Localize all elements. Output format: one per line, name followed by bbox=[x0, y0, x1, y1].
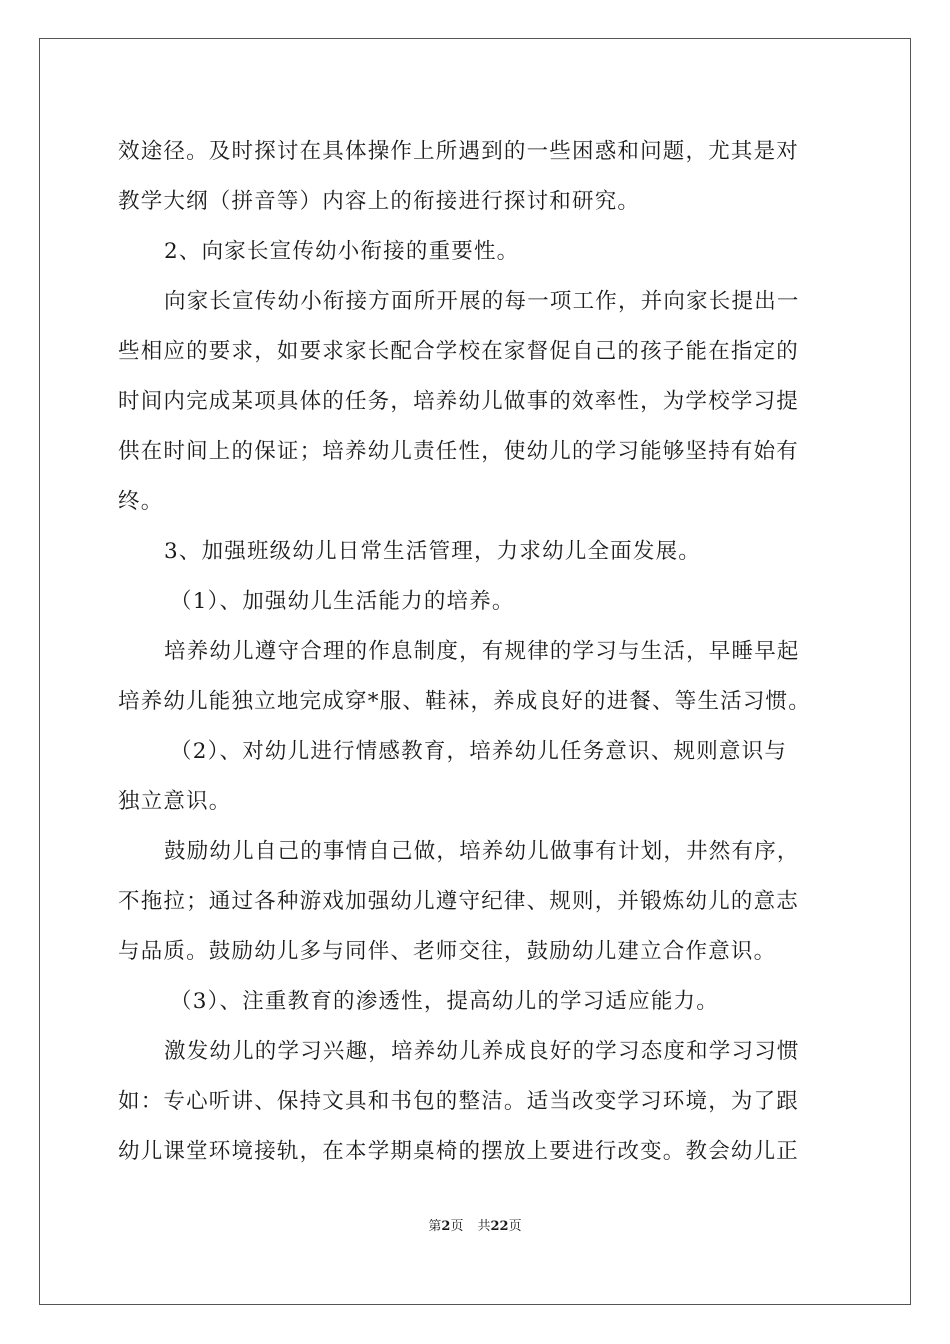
text-line: 些相应的要求，如要求家长配合学校在家督促自己的孩子能在指定的 bbox=[118, 339, 800, 364]
text-line: 供在时间上的保证；培养幼儿责任性，使幼儿的学习能够坚持有始有 bbox=[118, 439, 800, 464]
text-line: 培养幼儿遵守合理的作息制度，有规律的学习与生活，早睡早起 bbox=[164, 639, 800, 664]
subsection-heading: （3）、注重教育的渗透性，提高幼儿的学习适应能力。 bbox=[170, 989, 719, 1014]
text-line: 如：专心听讲、保持文具和书包的整洁。适当改变学习环境，为了跟 bbox=[118, 1089, 800, 1114]
text-line: 鼓励幼儿自己的事情自己做，培养幼儿做事有计划，井然有序， bbox=[164, 839, 800, 864]
page-number: 2 bbox=[441, 1219, 451, 1234]
text-line: 激发幼儿的学习兴趣，培养幼儿养成良好的学习态度和学习习惯 bbox=[164, 1039, 800, 1064]
total-suffix: 页 bbox=[508, 1219, 522, 1234]
text-line: 教学大纲（拼音等）内容上的衔接进行探讨和研究。 bbox=[118, 189, 641, 214]
total-prefix: 共 bbox=[477, 1219, 491, 1234]
section-heading: 2、向家长宣传幼小衔接的重要性。 bbox=[164, 239, 520, 264]
text-line: 培养幼儿能独立地完成穿*服、鞋袜，养成良好的进餐、等生活习惯。 bbox=[118, 689, 811, 714]
document-body bbox=[118, 127, 834, 1177]
text-line: 终。 bbox=[118, 489, 164, 514]
subsection-heading: （2）、对幼儿进行情感教育，培养幼儿任务意识、规则意识与 bbox=[170, 739, 788, 764]
text-line: 效途径。及时探讨在具体操作上所遇到的一些困惑和问题，尤其是对 bbox=[118, 139, 800, 164]
section-heading: 3、加强班级幼儿日常生活管理，力求幼儿全面发展。 bbox=[164, 539, 701, 564]
text-line: 与品质。鼓励幼儿多与同伴、老师交往，鼓励幼儿建立合作意识。 bbox=[118, 939, 777, 964]
page-footer bbox=[0, 1218, 950, 1236]
text-line: 幼儿课堂环境接轨，在本学期桌椅的摆放上要进行改变。教会幼儿正 bbox=[118, 1139, 800, 1164]
text-line: 不拖拉；通过各种游戏加强幼儿遵守纪律、规则，并锻炼幼儿的意志 bbox=[118, 889, 800, 914]
subsection-heading: （1）、加强幼儿生活能力的培养。 bbox=[170, 589, 515, 614]
text-line: 时间内完成某项具体的任务，培养幼儿做事的效率性，为学校学习提 bbox=[118, 389, 800, 414]
text-line: 向家长宣传幼小衔接方面所开展的每一项工作，并向家长提出一 bbox=[164, 289, 800, 314]
text-line: 独立意识。 bbox=[118, 789, 232, 814]
page-suffix: 页 bbox=[450, 1219, 464, 1234]
total-pages: 22 bbox=[490, 1219, 509, 1234]
page-prefix: 第 bbox=[428, 1219, 442, 1234]
